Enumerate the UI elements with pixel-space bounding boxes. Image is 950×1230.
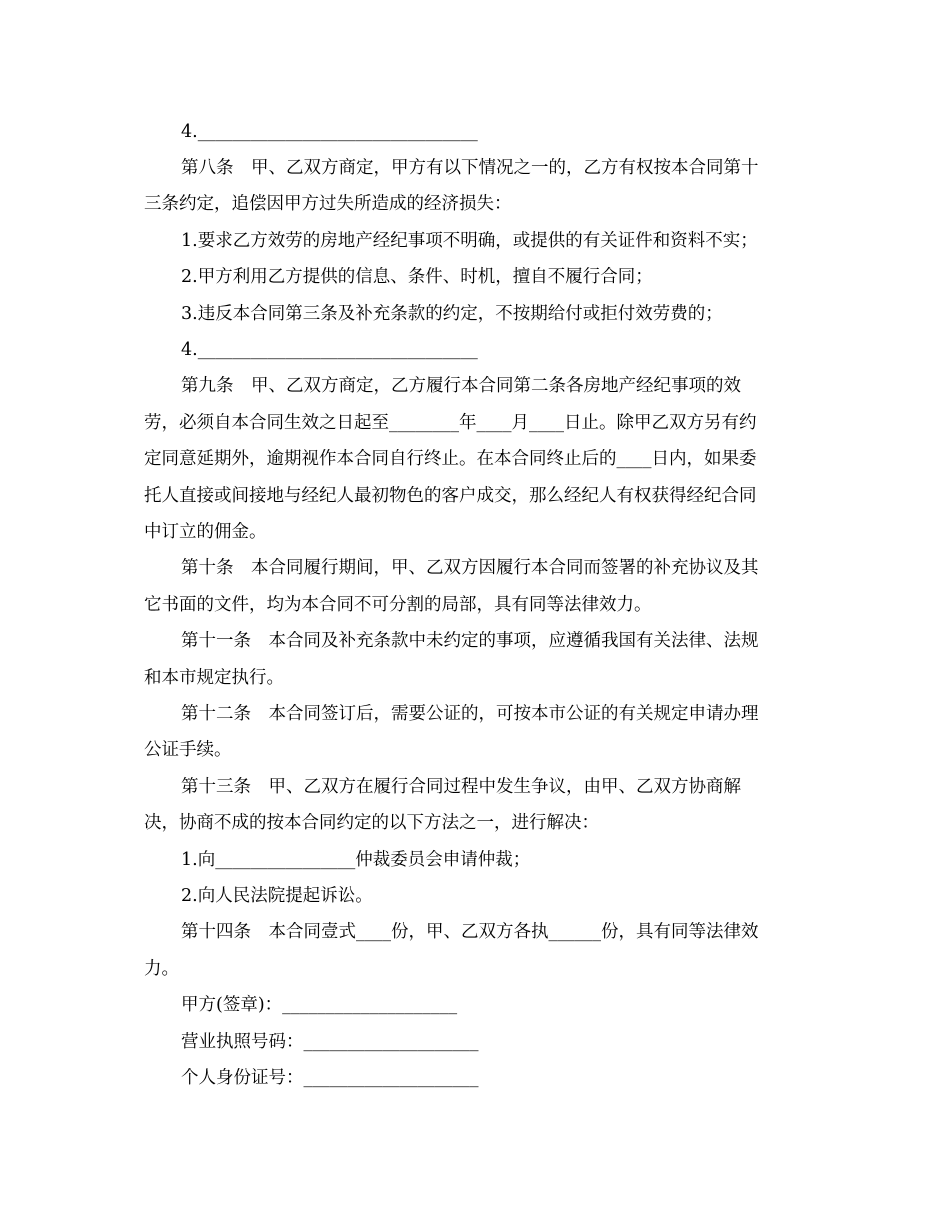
clause-14-heading: 第十四条 本合同壹式____份，甲、乙双方各执______份，具有同等法律效: [181, 922, 759, 942]
clause-9-line-5: 中订立的佣金。: [144, 522, 267, 542]
clause-11-heading: 第十一条 本合同及补充条款中未约定的事项，应遵循我国有关法律、法规: [181, 631, 759, 651]
clause-9-line-4: 托人直接或间接地与经纪人最初物色的客户成交，那么经纪人有权获得经纪合同: [144, 486, 757, 506]
clause-13-item-2: 2.向人民法院提起诉讼。: [181, 886, 373, 906]
clause-8-heading: 第八条 甲、乙双方商定，甲方有以下情况之一的，乙方有权按本合同第十: [181, 158, 759, 178]
clause-12-heading: 第十二条 本合同签订后，需要公证的，可按本市公证的有关规定申请办理: [181, 704, 759, 724]
clause-8-item-4: 4.________________________________: [181, 340, 478, 360]
clause-13-line-2: 决，协商不成的按本合同约定的以下方法之一，进行解决：: [144, 813, 599, 833]
clause-13-heading: 第十三条 甲、乙双方在履行合同过程中发生争议，由甲、乙双方协商解: [181, 777, 741, 797]
clause-8-text: 三条约定，追偿因甲方过失所造成的经济损失：: [144, 194, 512, 214]
clause-8-item-3: 3.违反本合同第三条及补充条款的约定，不按期给付或拒付效劳费的；: [181, 304, 723, 324]
clause-10-heading: 第十条 本合同履行期间，甲、乙双方因履行本合同而签署的补充协议及其: [181, 558, 759, 578]
clause-8-item-1: 1.要求乙方效劳的房地产经纪事项不明确，或提供的有关证件和资料不实；: [181, 231, 758, 251]
party-a-signature-field: 甲方(签章)：____________________: [181, 995, 458, 1015]
clause-9-heading: 第九条 甲、乙双方商定，乙方履行本合同第二条各房地产经纪事项的效: [181, 376, 741, 396]
clause-12-line-2: 公证手续。: [144, 740, 232, 760]
clause-10-line-2: 它书面的文件，均为本合同不可分割的局部，具有同等法律效力。: [144, 595, 652, 615]
business-license-field: 营业执照号码：____________________: [181, 1032, 479, 1052]
clause-9-line-2: 劳，必须自本合同生效之日起至________年____月____日止。除甲乙双方另有约: [144, 413, 757, 433]
clause-14-line-2: 力。: [144, 959, 179, 979]
clause-8-item-2: 2.甲方利用乙方提供的信息、条件、时机，擅自不履行合同；: [181, 267, 653, 287]
clause-11-line-2: 和本市规定执行。: [144, 668, 284, 688]
personal-id-field: 个人身份证号：____________________: [181, 1068, 479, 1088]
clause-8-blank-item-4: 4.________________________________: [181, 122, 478, 142]
clause-13-item-1: 1.向________________仲裁委员会申请仲裁；: [181, 850, 531, 870]
clause-9-line-3: 定同意延期外，逾期视作本合同自行终止。在本合同终止后的____日内，如果委: [144, 449, 757, 469]
